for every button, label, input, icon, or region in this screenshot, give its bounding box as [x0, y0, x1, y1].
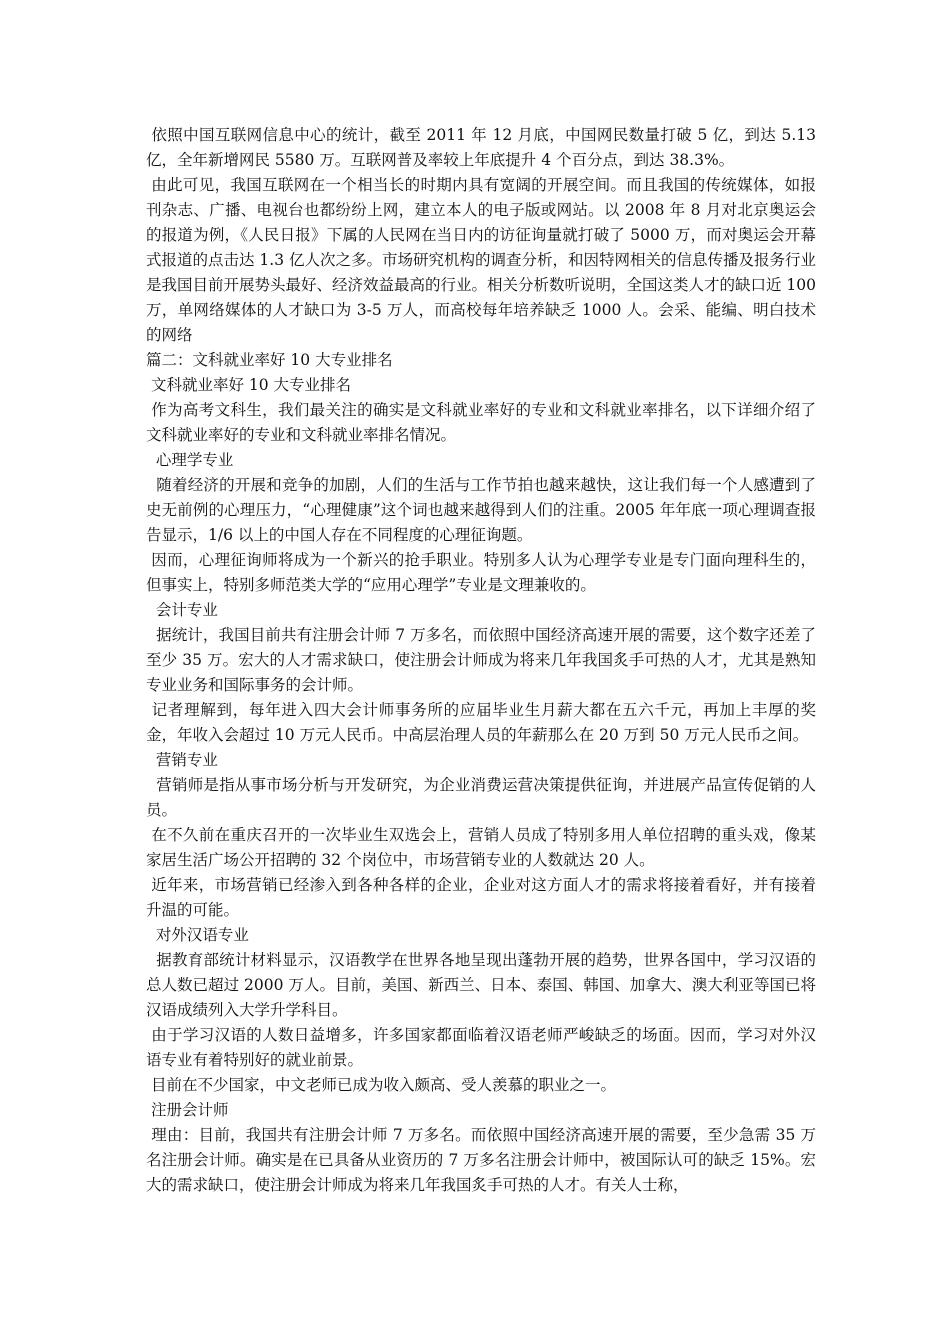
paragraph: 因而，心理征询师将成为一个新兴的抢手职业。特别多人认为心理学专业是专门面向理科生的，但事实上，特别多师范类大学的“应用心理学”专业是文理兼收的。 — [146, 551, 816, 594]
paragraph: 目前在不少国家，中文老师已成为收入颇高、受人羡慕的职业之一。 — [146, 1076, 616, 1094]
subheading-marketing: 营销专业 — [146, 751, 218, 769]
paragraph: 据统计，我国目前共有注册会计师 7 万多名，而依照中国经济高速开展的需要，这个数字还差了至少 35 万。宏大的人才需求缺口，使注册会计师成为将来几年我国炙手可热的人才，尤其是熟知专业业务和国际事务的会计师。 — [146, 626, 816, 694]
paragraph: 由此可见，我国互联网在一个相当长的时期内具有宽阔的开展空间。而且我国的传统媒体，如报刊杂志、广播、电视台也都纷纷上网，建立本人的电子版或网站。以 2008 年 8 月对北京奥运会的报道为例，《人民日报》下属的人民网在当日内的访征询量就打破了 5000 万，而对奥运会开幕式报道的点击达 1.3 亿人次之多。市场研究机构的调查分析，和因特网相关的信息传播及报务行业是我国目前开展势头最好、经济效益最高的行业。相关分析数听说明，全国这类人才的缺口近 100 万，单网络媒体的人才缺口为 3-5 万人，而高校每年培养缺乏 1000 人。会采、能编、明白技术的网络 — [146, 176, 821, 344]
paragraph: 依照中国互联网信息中心的统计，截至 2011 年 12 月底，中国网民数量打破 5 亿，到达 5.13 亿，全年新增网民 5580 万。互联网普及率较上年底提升 4 个百分点，到达 38.3%。 — [146, 126, 821, 169]
paragraph: 近年来，市场营销已经渗入到各种各样的企业，企业对这方面人才的需求将接着看好，并有接着升温的可能。 — [146, 876, 816, 919]
paragraph: 作为高考文科生，我们最关注的确实是文科就业率好的专业和文科就业率排名，以下详细介绍了文科就业率好的专业和文科就业率排名情况。 — [146, 401, 816, 444]
paragraph: 由于学习汉语的人数日益增多，许多国家都面临着汉语老师严峻缺乏的场面。因而，学习对外汉语专业有着特别好的就业前景。 — [146, 1026, 816, 1069]
subheading-cpa: 注册会计师 — [146, 1101, 229, 1119]
paragraph: 理由：目前，我国共有注册会计师 7 万多名。而依照中国经济高速开展的需要，至少急需 35 万名注册会计师。确实是在已具备从业资历的 7 万多名注册会计师中，被国际认可的缺乏 15%。宏大的需求缺口，使注册会计师成为将来几年我国炙手可热的人才。有关人士称， — [146, 1126, 817, 1194]
paragraph: 随着经济的开展和竞争的加剧，人们的生活与工作节拍也越来越快，这让我们每一个人感遭到了史无前例的心理压力，“心理健康”这个词也越来越得到人们的注重。2005 年年底一项心理调查报告显示，1/6 以上的中国人存在不同程度的心理征询题。 — [146, 476, 816, 544]
paragraph: 据教育部统计材料显示，汉语教学在世界各地呈现出蓬勃开展的趋势，世界各国中，学习汉语的总人数已超过 2000 万人。目前，美国、新西兰、日本、泰国、韩国、加拿大、澳大利亚等国已将汉语成绩列入大学升学科目。 — [146, 951, 816, 1019]
subheading-chinese-teaching: 对外汉语专业 — [146, 926, 249, 944]
document-body — [146, 123, 821, 1198]
paragraph: 在不久前在重庆召开的一次毕业生双选会上，营销人员成了特别多用人单位招聘的重头戏，像某家居生活广场公开招聘的 32 个岗位中，市场营销专业的人数就达 20 人。 — [146, 826, 816, 869]
subheading-psychology: 心理学专业 — [146, 451, 234, 469]
paragraph: 营销师是指从事市场分析与开发研究，为企业消费运营决策提供征询，并进展产品宣传促销的人员。 — [146, 776, 816, 819]
section-title: 文科就业率好 10 大专业排名 — [146, 376, 352, 394]
section-heading: 篇二：文科就业率好 10 大专业排名 — [146, 351, 393, 369]
subheading-accounting: 会计专业 — [146, 601, 218, 619]
paragraph: 记者理解到，每年进入四大会计师事务所的应届毕业生月薪大都在五六千元，再加上丰厚的奖金，年收入会超过 10 万元人民币。中高层治理人员的年薪那么在 20 万到 50 万元人民币之间。 — [146, 701, 816, 744]
